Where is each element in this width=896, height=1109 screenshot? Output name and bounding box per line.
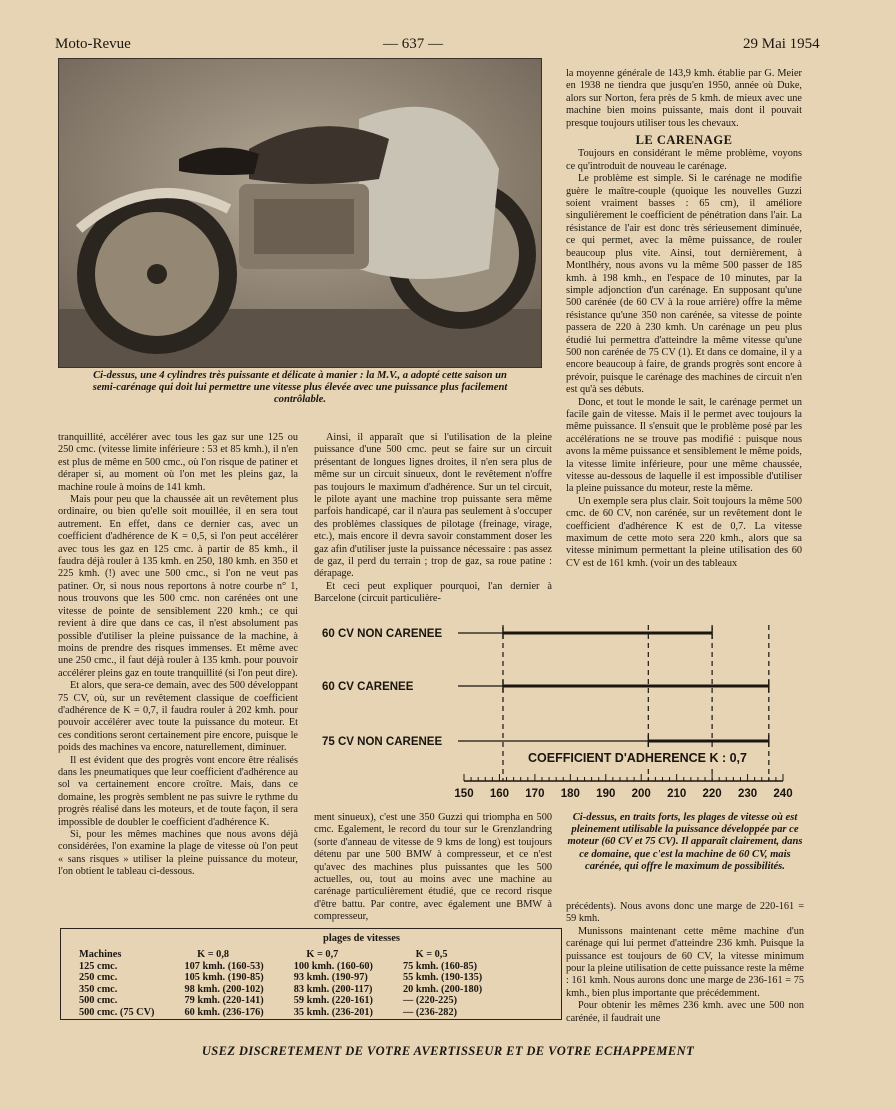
machine-cell: 500 cmc. (75 CV) <box>79 1006 155 1018</box>
speed-range-cell: 107 kmh. (160-53) <box>184 960 264 972</box>
lower-middle-column <box>314 812 552 924</box>
x-tick-label: 150 <box>454 788 474 800</box>
paragraph: Donc, et tout le monde le sait, le carénage permet un facile gain de vitesse. Mais il le permet avec toujours la même puissance. Il s'ensuit que le problème posé par les accélérations ne se trouve pas modifié : puisque nous avons la même puissance et sensiblement le même poids, la vitesse limite inférieure, pour une même chaussée, vitesse au-dessous de laquelle il est impossible d'utiliser la pleine puissance du moteur, reste la même. <box>566 396 802 495</box>
issue-date: 29 Mai 1954 <box>743 36 820 52</box>
speed-range-cell: 79 kmh. (220-141) <box>184 995 264 1007</box>
x-tick-label: 240 <box>773 788 793 800</box>
paragraph: Un exemple sera plus clair. Soit toujours la même 500 cmc. de 60 CV, non carénée, sur un revêtement dont le coefficient d'adhérence K est de 0,7. La vitesse maximum de cette moto sera 220 kmh., alors que sa vitesse minimum permettant la pleine utilisation des 60 CV est de 161 kmh. (voir un des tableaux <box>566 495 802 569</box>
page-number: — 637 — <box>383 36 443 52</box>
x-tick-label: 200 <box>631 788 651 800</box>
paragraph: la moyenne générale de 143,9 kmh. établie par G. Meier en 1938 ne tiendra que jusqu'en 1950, année où Duke, alors sur Norton, fera près de 5 kmh. de mieux avec une machine bien moins puissante, mais dont il pouvait presque toujours utiliser tous les chevaux. <box>566 68 802 129</box>
chart-svg <box>318 615 796 807</box>
series-label: 75 CV NON CARENEE <box>322 736 443 748</box>
machine-cell: 250 cmc. <box>79 972 118 984</box>
middle-column <box>314 432 552 606</box>
speed-range-cell: 75 kmh. (160-85) <box>402 960 478 972</box>
paragraph: Et alors, que sera-ce demain, avec des 500 développant 75 CV, où, sur un revêtement classique de coefficient d'adhérence de K = 0,7, il faudra rouler à 202 kmh. pour pouvoir accélérer avec toute la puissance du moteur. Et ces conditions seront certainement pire encore, puisque le poids des machines va encore, naturellement, diminuer. <box>58 680 298 754</box>
table-row <box>75 984 486 996</box>
machine-cell: 350 cmc. <box>79 983 118 995</box>
table-title: plages de vitesses <box>323 933 400 944</box>
speed-range-cell: 35 kmh. (236-201) <box>293 1006 373 1018</box>
speed-range-cell: — (236-282) <box>402 1006 458 1018</box>
table-row <box>75 972 486 984</box>
right-column-top <box>566 68 802 570</box>
chart-title: COEFFICIENT D'ADHERENCE K : 0,7 <box>528 751 747 765</box>
column-header: Machines <box>79 949 122 960</box>
x-tick-label: 220 <box>702 788 722 800</box>
series-label: 60 CV NON CARENEE <box>322 628 443 640</box>
paragraph: Le problème est simple. Si le carénage ne modifie guère le maître-couple (quoique les nouvelles Guzzi soient vraiment basses : 65 cm), il améliore singulièrement le coefficient de pénétration dans l'air. La résistance de l'air est donc très sérieusement diminuée, ce qui permet, avec la même puissance, de rouler beaucoup plus vite. Ainsi, tout dernièrement, à Montlhéry, nous avons vu la même 500 passer de 185 kmh. à 198 kmh., en l'espace de 10 minutes, par la simple adjonction d'un carénage. En supposant qu'une 500 carénée (de 60 CV à la roue arrière) offre la même résistance qu'une 350 non carénée, sa vitesse de pointe passera de 220 à 230 kmh. Un carénage un peu plus étudié lui permettra d'atteindre la même vitesse qu'une 500 non carénée de 75 CV (1). Et dans ce domaine, il y a encore beaucoup à faire, de grands progrès sont encore à prévoir, puisque le carénage des machines de circuit n'en est qu'à ses débuts. <box>566 173 802 396</box>
left-column <box>58 432 298 879</box>
paragraph: Et ceci peut expliquer pourquoi, l'an dernier à Barcelone (circuit particulière- <box>314 580 552 605</box>
speed-range-cell: 98 kmh. (200-102) <box>184 983 264 995</box>
paragraph: précédents). Nous avons donc une marge de 220-161 = 59 kmh. <box>566 901 804 925</box>
paragraph: Toujours en considérant le même problème, voyons ce qu'introduit de nouveau le carénage. <box>566 148 802 172</box>
speed-range-cell: 20 kmh. (200-180) <box>402 983 483 995</box>
paragraph: tranquillité, accélérer avec tous les gaz sur une 125 ou 250 cmc. (vitesse limite inférieure : 53 et 85 kmh.), il n'en est plus de même en 500 cmc., où l'on risque de patiner et déraper si, au moment où l'on met les pleins gaz, la machine roule à moins de 141 kmh. <box>58 432 298 493</box>
paragraph: Pour obtenir les mêmes 236 kmh. avec une 500 non carénée, il faudrait une <box>566 1000 804 1024</box>
speed-range-cell: 93 kmh. (190-97) <box>293 972 368 984</box>
speed-range-chart <box>318 615 796 807</box>
speed-range-cell: 83 kmh. (200-117) <box>293 983 373 995</box>
speed-range-cell: 59 kmh. (220-161) <box>293 995 373 1007</box>
chart-caption: Ci-dessus, en traits forts, les plages de vitesse où est pleinement utilisable la puissance développée par ce moteur (60 CV et 75 CV). Il apparaît clairement, dans ce domaine, que c'est la machine de 60 CV, mais carénée, qui offre le maximum de possibilités. <box>567 812 803 872</box>
x-tick-label: 170 <box>525 788 545 800</box>
motorcycle-illustration <box>59 59 541 367</box>
x-tick-label: 190 <box>596 788 616 800</box>
motorcycle-photo <box>58 58 542 368</box>
x-tick-label: 230 <box>737 788 758 800</box>
section-title: LE CARENAGE <box>635 133 733 148</box>
speed-range-cell: — (220-225) <box>402 995 458 1007</box>
column-header: K = 0,5 <box>415 949 448 960</box>
right-column-bottom <box>566 901 804 1025</box>
paragraph: Il est évident que des progrès vont encore être réalisés dans les pneumatiques que leur coefficient d'adhérence au sol va certainement encore croître. Mais, dans ce domaine, les progrès semblent ne pas suivre le rythme du progrès réalisé dans les moteurs, et de toute façon, il sera impossible de doubler le coefficient d'adhérence K. <box>58 754 298 828</box>
speed-ranges-table <box>75 949 486 1019</box>
paragraph: ment sinueux), c'est une 350 Guzzi qui triompha en 500 cmc. Egalement, le record du tour sur le Grenzlandring (sorte d'anneau de vitesse de 9 kms de long) est toujours détenu par une 500 BMW à compresseur, et ce n'est qu'avec des machines plus puissantes que les 500 actuelles, ou, tout au moins avec une machine au carénage particulièrement étudié, que ce record risque d'être battu. Par contre, avec également une BMW à compresseur, <box>314 812 552 923</box>
column-header: K = 0,8 <box>197 949 230 960</box>
speed-range-cell: 55 kmh. (190-135) <box>402 972 483 984</box>
x-tick-label: 160 <box>489 788 510 800</box>
machine-cell: 125 cmc. <box>79 960 118 972</box>
machine-cell: 500 cmc. <box>79 995 118 1007</box>
speed-range-cell: 105 kmh. (190-85) <box>184 972 264 984</box>
series-label: 60 CV CARENEE <box>322 681 414 693</box>
paragraph: Si, pour les mêmes machines que nous avons déjà considérées, l'on examine la plage de vitesse où l'on peut « sans risques » utiliser la pleine puissance du moteur, l'on obtient le tableau ci-dessous. <box>58 829 298 878</box>
table-row <box>75 961 486 973</box>
paragraph: Mais pour peu que la chaussée ait un revêtement plus ordinaire, ou bien qu'elle soit mouillée, il en sera tout autrement. En effet, dans ce dernier cas, avec un coefficient d'adhérence de K = 0,5, si l'on peut accélérer avec tous les gaz en 125 cmc. à partir de 85 kmh., il faudra déjà rouler à 135 kmh. en 250, 180 kmh. en 350 et 225 kmh. (!) avec une 500 cmc., si l'on ne veut pas patiner. Or, si nous nous reportons à notre courbe n° 1, nous trouvons que les 500 cmc. non carénées ont une vitesse de pointe de sensiblement 220 kmh.; ce qui revient à dire que dans ce cas, il n'est absolument pas possible d'utiliser la pleine puissance de la machine, à moins de prendre des risques immenses. Et même avec une 250 cmc., il faut déjà rouler à 135 kmh. pour pouvoir accélérer pleins gaz en toute tranquillité (si l'on peut dire). <box>58 494 298 679</box>
table-row <box>75 1007 486 1019</box>
paragraph: Ainsi, il apparaît que si l'utilisation de la pleine puissance d'une 500 cmc. peut se faire sur un circuit présentant de longues lignes droites, il n'en sera plus de même sur un circuit sinueux, dont le revêtement n'offre pas toujours le maximum d'adhérence. Sur un tel circuit, le pilote ayant une machine trop puissante sera même parfois handicapé, car il n'aura pas seulement à s'occuper des problèmes classiques de pilotage (freinage, virage, etc.), mais encore il devra savoir constamment doser les gaz afin d'utiliser juste la puissance nécessaire : pas assez de gaz, il perd du terrain ; trop de gaz, sa roue patine : dérapage. <box>314 432 552 580</box>
speed-range-cell: 60 kmh. (236-176) <box>184 1006 264 1018</box>
column-header: K = 0,7 <box>306 949 339 960</box>
paragraph: Munissons maintenant cette même machine d'un carénage qui lui permet d'atteindre 236 kmh. Puisque la puissance est toujours de 60 CV, la vitesse minimum pour la pleine utilisation de cette puissance reste la même : 161 kmh. Nous aurons donc une marge de 236-161 = 75 kmh., bien plus importante que précédemment. <box>566 925 804 999</box>
x-tick-label: 180 <box>560 788 580 800</box>
speed-range-cell: 100 kmh. (160-60) <box>293 960 373 972</box>
table-header-row <box>75 949 486 961</box>
footer-slogan: USEZ DISCRETEMENT DE VOTRE AVERTISSEUR ET DE VOTRE ECHAPPEMENT <box>201 1044 695 1058</box>
x-tick-label: 210 <box>667 788 687 800</box>
photo-caption: Ci-dessus, une 4 cylindres très puissante et délicate à manier : la M.V., a adopté cette saison un semi-carénage qui doit lui permettre une vitesse plus élevée avec une puissance plus facilement contrôlable. <box>92 370 508 406</box>
magazine-name: Moto-Revue <box>55 36 131 52</box>
table-row <box>75 995 486 1007</box>
speed-ranges-table-box <box>60 928 562 1020</box>
